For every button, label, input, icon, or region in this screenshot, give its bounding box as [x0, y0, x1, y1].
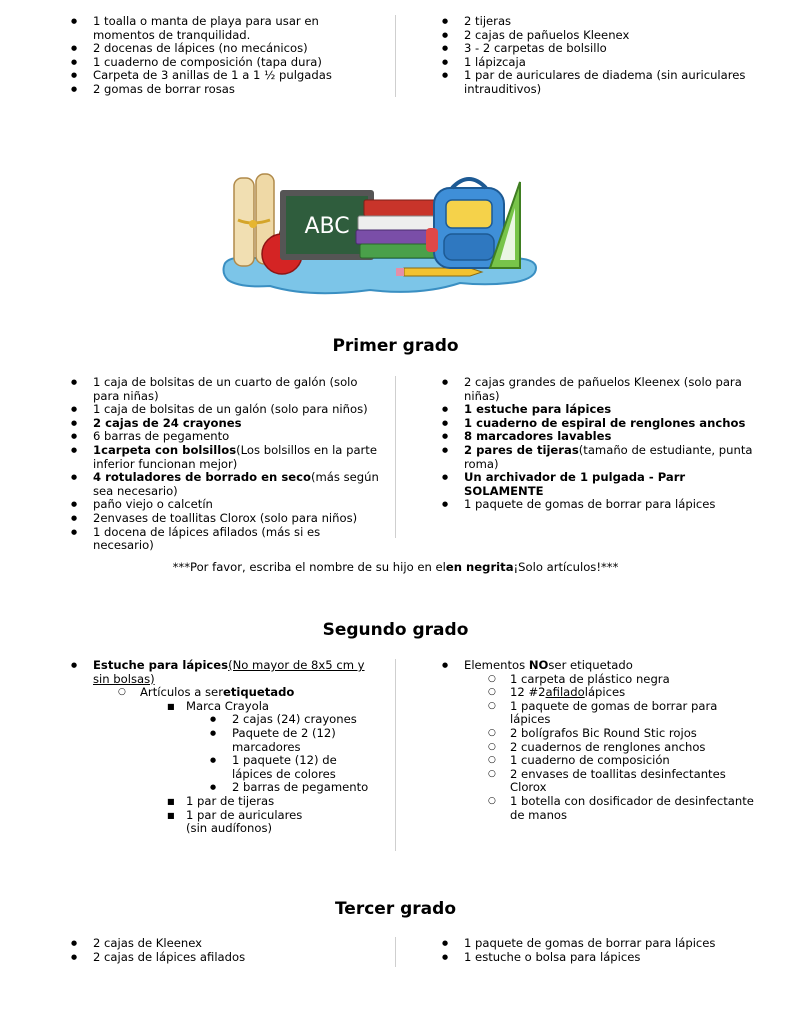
list-item: ○ 1 carpeta de plástico negra [510, 673, 754, 687]
item-text: (tamaño de estudiante, punta roma) [464, 442, 753, 471]
segundo-left-column [93, 659, 373, 836]
kinder-right-column [464, 15, 754, 97]
school-supplies-clipart [220, 168, 542, 304]
list-item [510, 686, 754, 700]
list-item: ● Paquete de 2 (12) marcadores [232, 727, 372, 754]
list-item: ● 2 barras de pegamento [232, 781, 372, 795]
primer-right-column [464, 376, 754, 512]
list-item: ● 2envases de toallitas Clorox (solo para niños) [93, 512, 383, 526]
list-item: ● 1 toalla o manta de playa para usar en momentos de tranquilidad. [93, 15, 383, 42]
tercer-left-column [93, 937, 383, 964]
list-item: ● 1 paquete de gomas de borrar para lápices [464, 937, 754, 951]
note-bold-text: en negrita [445, 560, 514, 574]
list-item: ○ 1 paquete de gomas de borrar para lápices [510, 700, 754, 727]
list-item: ● 6 barras de pegamento [93, 430, 383, 444]
section-heading-primer: Primer grado [332, 336, 459, 356]
school-supplies-illustration [220, 168, 542, 304]
list-item: ● 8 marcadores lavables [464, 430, 754, 444]
list-item: ● 2 cajas de lápices afilados [93, 951, 383, 965]
item-text: Artículos a ser [140, 685, 223, 700]
list-item [93, 444, 383, 471]
column-divider [395, 15, 396, 97]
list-item: ● 2 docenas de lápices (no mecánicos) [93, 42, 383, 56]
tercer-right-column [464, 937, 754, 964]
section-heading-tercer: Tercer grado [334, 899, 457, 919]
item-text: (Los bolsillos en la parte inferior funcionan mejor) [93, 442, 377, 471]
item-bold-text: 2 pares de tijeras [464, 442, 579, 457]
column-divider [395, 659, 396, 851]
list-item [464, 444, 754, 471]
list-item: ○ 1 botella con dosificador de desinfectante de manos [510, 795, 754, 822]
list-item: ○ 2 envases de toallitas desinfectantes Clorox [510, 768, 754, 795]
kinder-left-column [93, 15, 383, 97]
item-underlined-text: (No mayor de 8x5 cm y sin bolsas) [93, 658, 365, 686]
item-text: 12 #2 [510, 685, 546, 700]
list-item: ● 2 cajas (24) crayones [232, 713, 372, 727]
item-text: Elementos [464, 658, 529, 672]
list-item: ● 1 docena de lápices afilados (más si es necesario) [93, 526, 383, 553]
list-item: ● Carpeta de 3 anillas de 1 a 1 ½ pulgadas [93, 69, 383, 83]
list-item [93, 471, 383, 498]
item-bold-text: 4 rotuladores de borrado en seco [93, 470, 311, 485]
list-item: ● 2 cajas grandes de pañuelos Kleenex (solo para niñas) [464, 376, 754, 403]
list-item: ■ 1 par de auriculares (sin audífonos) [186, 809, 326, 836]
list-item: ● 2 tijeras [464, 15, 754, 29]
item-text: lápices [584, 685, 626, 700]
list-item: ● 2 cajas de 24 crayones [93, 417, 383, 431]
primer-left-column [93, 376, 383, 553]
list-item: ○ 1 cuaderno de composición [510, 754, 754, 768]
list-item: ○ 2 cuadernos de renglones anchos [510, 741, 754, 755]
list-item [186, 700, 373, 795]
item-bold-text: NO [528, 658, 549, 672]
item-bold-text: Estuche para lápices [93, 658, 229, 672]
section-heading-segundo: Segundo grado [322, 620, 469, 640]
item-bold-text: 1carpeta con bolsillos [93, 442, 237, 457]
list-item [464, 659, 754, 822]
segundo-right-column [464, 659, 754, 822]
note-text: ¡Solo artículos!*** [513, 560, 619, 574]
list-item: ● 1 lápizcaja [464, 56, 754, 70]
item-underlined-text: afilado [545, 685, 585, 700]
list-item: ● 1 estuche o bolsa para lápices [464, 951, 754, 965]
list-item: ● 1 paquete de gomas de borrar para lápices [464, 498, 754, 512]
column-divider [395, 937, 396, 967]
list-item: ● 2 cajas de pañuelos Kleenex [464, 29, 754, 43]
item-text: ser etiquetado [548, 658, 633, 672]
name-label-note [0, 560, 791, 574]
list-item: ● 1 paquete (12) de lápices de colores [232, 754, 372, 781]
list-item: ● 1 caja de bolsitas de un galón (solo para niños) [93, 403, 383, 417]
list-item: ● 1 caja de bolsitas de un cuarto de galón (solo para niñas) [93, 376, 383, 403]
list-item: ○ 2 bolígrafos Bic Round Stic rojos [510, 727, 754, 741]
list-item: ● 1 par de auriculares de diadema (sin auriculares intrauditivos) [464, 69, 754, 96]
chalkboard-text: ABC [304, 214, 350, 239]
list-item: ● 2 gomas de borrar rosas [93, 83, 383, 97]
item-text: (más según sea necesario) [93, 470, 379, 498]
note-text: ***Por favor, escriba el nombre de su hijo en el [172, 560, 446, 574]
list-item: ● 1 cuaderno de espiral de renglones anchos [464, 417, 754, 431]
list-item: ● paño viejo o calcetín [93, 498, 383, 512]
item-bold-text: etiquetado [222, 685, 295, 700]
list-item: ● Un archivador de 1 pulgada - Parr SOLAMENTE [464, 471, 754, 498]
list-item: ● 1 cuaderno de composición (tapa dura) [93, 56, 383, 70]
list-item [93, 659, 373, 836]
list-item: ■ 1 par de tijeras [186, 795, 373, 809]
list-item: ● 1 estuche para lápices [464, 403, 754, 417]
column-divider [395, 376, 396, 538]
list-item: ● 2 cajas de Kleenex [93, 937, 383, 951]
item-text: Marca Crayola [186, 698, 270, 713]
list-item: ● 3 - 2 carpetas de bolsillo [464, 42, 754, 56]
list-item [140, 686, 373, 836]
